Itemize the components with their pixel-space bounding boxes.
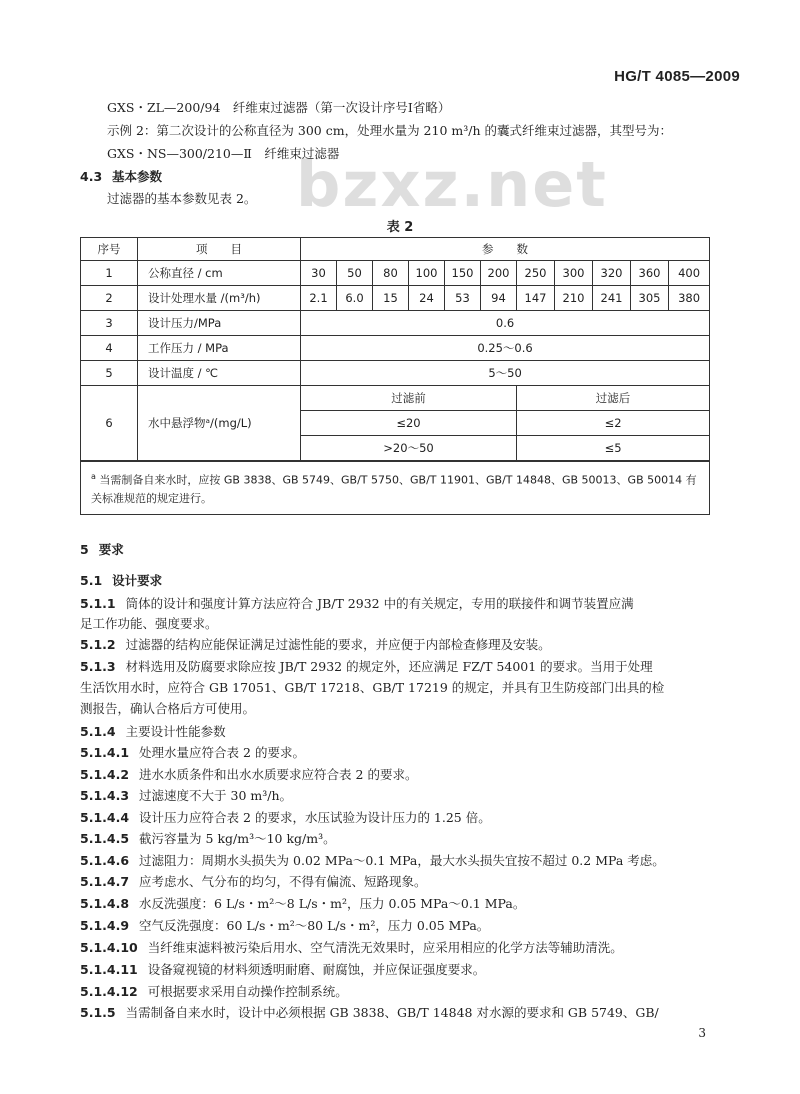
section-heading <box>0 571 800 590</box>
clause-text: 过滤速度不大于 30 m³/h。 <box>139 788 293 803</box>
clause-text: 应考虑水、气分布的均匀，不得有偏流、短路现象。 <box>139 874 427 889</box>
row-seq: 5 <box>81 361 138 386</box>
clause-line <box>0 722 800 741</box>
clause-line <box>0 635 800 654</box>
clause-line <box>0 765 800 784</box>
intro-line-1: GXS・ZL—200/94 纤维束过滤器（第一次设计序号Ⅰ省略） <box>107 100 451 115</box>
table-row <box>81 336 710 361</box>
table-cell: 30 <box>301 261 337 286</box>
section-4-3-heading <box>0 167 800 186</box>
table-cell: 100 <box>409 261 445 286</box>
clause-line <box>0 872 800 891</box>
clause-line <box>0 960 800 979</box>
clause-text: 足工作功能、强度要求。 <box>80 616 218 631</box>
table-cell: 147 <box>517 286 555 311</box>
clause-text: 设计压力应符合表 2 的要求，水压试验为设计压力的 1.25 倍。 <box>139 810 491 825</box>
table-cell: 200 <box>481 261 517 286</box>
clause-text: 设备窥视镜的材料须透明耐磨、耐腐蚀，并应保证强度要求。 <box>147 962 486 977</box>
clause-text: 筒体的设计和强度计算方法应符合 JB/T 2932 中的有关规定，专用的联接件和调节装置应满 <box>125 596 634 611</box>
row-seq: 4 <box>81 336 138 361</box>
header-item: 项 目 <box>138 238 301 261</box>
table-cell: 5～50 <box>301 361 710 386</box>
clause-text: 测报告，确认合格后方可使用。 <box>80 701 256 716</box>
clause-line <box>0 982 800 1001</box>
table-header-row <box>81 238 710 261</box>
clause-text: 截污容量为 5 kg/m³～10 kg/m³。 <box>139 831 336 846</box>
clause-text: 生活饮用水时，应符合 GB 17051、GB/T 17218、GB/T 17219 的规定，并具有卫生防疫部门出具的检 <box>80 680 665 695</box>
table-cell: 50 <box>337 261 373 286</box>
clause-line <box>0 808 800 827</box>
clause-line <box>0 699 800 718</box>
intro-line-2: 示例 2：第二次设计的公称直径为 300 cm，处理水量为 210 m³/h 的囊式纤维束过滤器，其型号为： <box>107 123 672 138</box>
clause-text: 水反洗强度：6 L/s・m²～8 L/s・m²，压力 0.05 MPa～0.1 MPa。 <box>139 896 526 911</box>
clause-text: 设计要求 <box>112 573 163 588</box>
table-cell: 380 <box>669 286 710 311</box>
row-seq: 3 <box>81 311 138 336</box>
table-cell: 305 <box>631 286 669 311</box>
clause-line <box>0 678 800 697</box>
table-row <box>81 361 710 386</box>
table-cell: 210 <box>555 286 593 311</box>
clause-line <box>0 1003 800 1022</box>
table-row <box>81 261 710 286</box>
footnote-text-2: 关标准规范的规定进行。 <box>91 491 212 505</box>
before-filter-header: 过滤前 <box>301 386 517 411</box>
clause-number: 5.1.4.2 <box>80 767 130 782</box>
table-cell: 150 <box>445 261 481 286</box>
row-seq: 2 <box>81 286 138 311</box>
clause-number: 5.1.4.6 <box>80 853 130 868</box>
clause-number: 5 <box>80 542 89 557</box>
row-item: 设计压力/MPa <box>138 311 301 336</box>
clause-line <box>0 786 800 805</box>
clause-number: 5.1.4.8 <box>80 896 130 911</box>
watermark: bzxz.net <box>296 148 608 221</box>
row-seq: 6 <box>81 386 138 462</box>
row-item: 水中悬浮物ᵃ/(mg/L) <box>138 386 301 462</box>
table-cell: 2.1 <box>301 286 337 311</box>
row-item: 设计处理水量 /(m³/h) <box>138 286 301 311</box>
table-title: 表 2 <box>386 220 414 235</box>
footnote-mark: a <box>91 472 96 482</box>
clause-text: 材料选用及防腐要求除应按 JB/T 2932 的规定外，还应满足 FZ/T 54001 的要求。当用于处理 <box>125 659 653 674</box>
clause-line <box>0 614 800 633</box>
clause-number: 5.1.5 <box>80 1005 116 1020</box>
clause-text: 当需制备自来水时，设计中必须根据 GB 3838、GB/T 14848 对水源的要求和 GB 5749、GB/ <box>125 1005 659 1020</box>
table-cell: 300 <box>555 261 593 286</box>
intro-line-3: GXS・NS—300/210—Ⅱ 纤维束过滤器 <box>107 146 340 161</box>
clause-text: 主要设计性能参数 <box>125 724 226 739</box>
clause-number: 5.1.1 <box>80 596 116 611</box>
table-row <box>81 286 710 311</box>
clause-text: 过滤阻力：周期水头损失为 0.02 MPa～0.1 MPa，最大水头损失宜按不超过 0.2 MPa 考虑。 <box>139 853 665 868</box>
clause-text: 要求 <box>98 542 124 557</box>
table-cell: 360 <box>631 261 669 286</box>
table-cell: 250 <box>517 261 555 286</box>
footnote-text-1: 当需制备自来水时，应按 GB 3838、GB 5749、GB/T 5750、GB/T 11901、GB/T 14848、GB 50013、GB 50014 有 <box>99 473 697 487</box>
table-cell: 80 <box>373 261 409 286</box>
row-item: 公称直径 / cm <box>138 261 301 286</box>
table-footnote-row <box>81 461 710 515</box>
table-row <box>81 386 710 411</box>
clause-number: 5.1.4.9 <box>80 918 130 933</box>
clause-line <box>0 657 800 676</box>
table-cell: 15 <box>373 286 409 311</box>
clause-line <box>0 894 800 913</box>
table-cell: 0.6 <box>301 311 710 336</box>
clause-line <box>0 829 800 848</box>
header-seq: 序号 <box>81 238 138 261</box>
table-cell: 53 <box>445 286 481 311</box>
clause-line <box>0 851 800 870</box>
clause-number: 5.1.4 <box>80 724 116 739</box>
clause-number: 5.1.4.11 <box>80 962 138 977</box>
table-cell: 24 <box>409 286 445 311</box>
row-seq: 1 <box>81 261 138 286</box>
table-cell: >20～50 <box>301 436 517 462</box>
table-cell: 241 <box>593 286 631 311</box>
clause-number: 5.1.3 <box>80 659 116 674</box>
after-filter-header: 过滤后 <box>517 386 710 411</box>
clause-number: 5.1.4.4 <box>80 810 130 825</box>
clause-text: 处理水量应符合表 2 的要求。 <box>139 745 305 760</box>
table-cell: ≤2 <box>517 411 710 436</box>
table-cell: 400 <box>669 261 710 286</box>
clause-number: 5.1.4.10 <box>80 940 138 955</box>
table-footnote <box>81 461 710 515</box>
standard-code: HG/T 4085—2009 <box>614 68 740 85</box>
clause-number: 5.1.4.7 <box>80 874 130 889</box>
table-row <box>81 311 710 336</box>
page-number: 3 <box>698 1026 706 1040</box>
header-params: 参 数 <box>301 238 710 261</box>
clause-text: 进水水质条件和出水水质要求应符合表 2 的要求。 <box>139 767 418 782</box>
clause-number: 5.1.2 <box>80 637 116 652</box>
table-cell: 320 <box>593 261 631 286</box>
clause-line <box>0 594 800 613</box>
clause-text: 空气反洗强度：60 L/s・m²～80 L/s・m²，压力 0.05 MPa。 <box>139 918 490 933</box>
clause-line <box>0 743 800 762</box>
clause-text: 可根据要求采用自动操作控制系统。 <box>147 984 348 999</box>
section-heading <box>0 540 800 559</box>
clause-number: 5.1.4.3 <box>80 788 130 803</box>
row-item: 工作压力 / MPa <box>138 336 301 361</box>
section-title: 基本参数 <box>111 169 162 184</box>
clause-text: 当纤维束滤料被污染后用水、空气清洗无效果时，应采用相应的化学方法等辅助清洗。 <box>147 940 623 955</box>
section-number: 4.3 <box>80 169 103 184</box>
row-item: 设计温度 / ℃ <box>138 361 301 386</box>
clause-number: 5.1.4.1 <box>80 745 130 760</box>
section-4-3-text: 过滤器的基本参数见表 2。 <box>107 191 257 206</box>
table-cell: ≤5 <box>517 436 710 462</box>
parameters-table <box>80 237 710 515</box>
table-cell: ≤20 <box>301 411 517 436</box>
clause-number: 5.1.4.12 <box>80 984 138 999</box>
clause-number: 5.1.4.5 <box>80 831 130 846</box>
clause-line <box>0 938 800 957</box>
table-cell: 94 <box>481 286 517 311</box>
clause-line <box>0 916 800 935</box>
table-cell: 6.0 <box>337 286 373 311</box>
clause-number: 5.1 <box>80 573 103 588</box>
clause-text: 过滤器的结构应能保证满足过滤性能的要求，并应便于内部检查修理及安装。 <box>125 637 551 652</box>
table-cell: 0.25～0.6 <box>301 336 710 361</box>
